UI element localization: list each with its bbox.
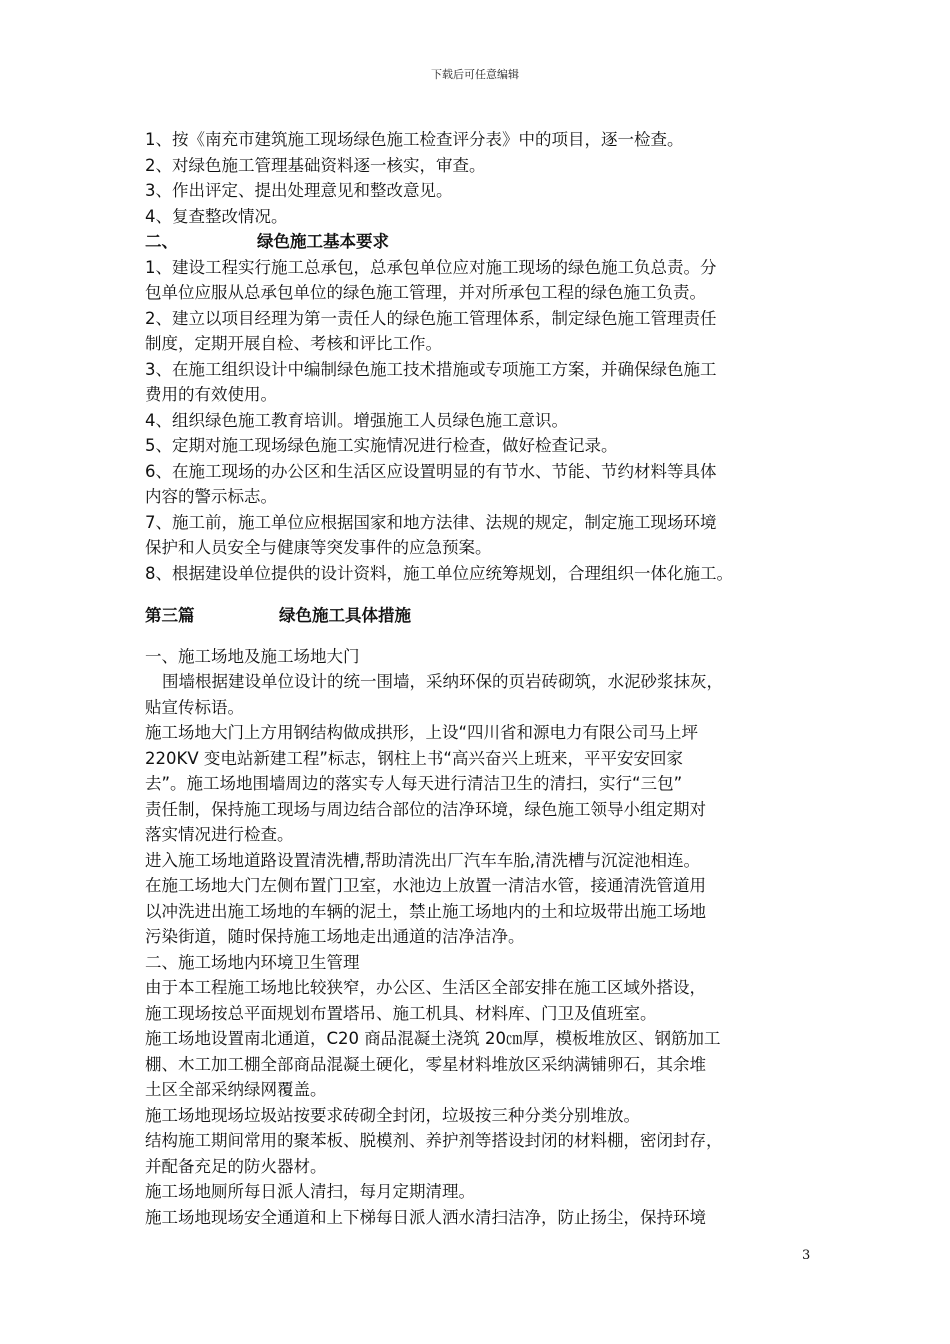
paragraph-line: 4、组织绿色施工教育培训。增强施工人员绿色施工意识。 <box>145 410 568 430</box>
paragraph-line: 2、建立以项目经理为第一责任人的绿色施工管理体系，制定绿色施工管理责任 <box>145 308 717 328</box>
paragraph-line: 施工场地厕所每日派人清扫，每月定期清理。 <box>145 1182 475 1201</box>
paragraph-line: 8、根据建设单位提供的设计资料，施工单位应统筹规划，合理组织一体化施工。 <box>145 563 733 583</box>
paragraph-line: 5、定期对施工现场绿色施工实施情况进行检查，做好检查记录。 <box>145 436 618 455</box>
paragraph-line: 施工场地现场安全通道和上下梯每日派人洒水清扫洁净，防止扬尘，保持环境 <box>145 1207 706 1227</box>
paragraph-line: 施工现场按总平面规划布置塔吊、施工机具、材料库、门卫及值班室。 <box>145 1003 657 1023</box>
paragraph-line: 棚、木工加工棚全部商品混凝土硬化，零星材料堆放区采纳满铺卵石，其余堆 <box>145 1054 706 1074</box>
part-heading <box>145 603 825 629</box>
paragraph-line: 3、在施工组织设计中编制绿色施工技术措施或专项施工方案，并确保绿色施工 <box>145 359 717 379</box>
paragraph-line: 费用的有效使用。 <box>145 385 277 404</box>
list-item: 2、对绿色施工管理基础资料逐一核实，审查。 <box>145 155 486 175</box>
list-item: 1、按《南充市建筑施工现场绿色施工检查评分表》中的项目，逐一检查。 <box>145 130 684 149</box>
paragraph-line: 以冲洗进出施工场地的车辆的泥土，禁止施工场地内的土和垃圾带出施工场地 <box>145 901 706 921</box>
paragraph-line: 施工场地现场垃圾站按要求砖砌全封闭，垃圾按三种分类分别堆放。 <box>145 1105 640 1125</box>
subsection-heading: 一、施工场地及施工场地大门 <box>145 646 360 666</box>
subsection-heading: 二、施工场地内环境卫生管理 <box>145 952 360 972</box>
section-heading <box>145 229 825 255</box>
paragraph-line: 6、在施工现场的办公区和生活区应设置明显的有节水、节能、节约材料等具体 <box>145 461 717 481</box>
paragraph-line: 1、建设工程实行施工总承包，总承包单位应对施工现场的绿色施工负总责。分 <box>145 257 717 277</box>
paragraph-line: 制度，定期开展自检、考核和评比工作。 <box>145 334 442 353</box>
paragraph-line: 由于本工程施工场地比较狭窄，办公区、生活区全部安排在施工区域外搭设， <box>145 978 706 997</box>
paragraph-line: 去”。施工场地围墙周边的落实专人每天进行清洁卫生的清扫，实行“三包” <box>145 774 683 793</box>
document-body <box>145 127 825 1230</box>
paragraph-line: 施工场地大门上方用钢结构做成拱形，上设“四川省和源电力有限公司马上坪 <box>145 723 699 742</box>
paragraph-line: 包单位应服从总承包单位的绿色施工管理，并对所承包工程的绿色施工负责。 <box>145 283 706 302</box>
paragraph-line: 污染街道，随时保持施工场地走出通道的洁净洁净。 <box>145 927 525 946</box>
paragraph-line: 保护和人员安全与健康等突发事件的应急预案。 <box>145 538 492 557</box>
part-title: 绿色施工具体措施 <box>279 606 411 625</box>
paragraph-line: 并配备充足的防火器材。 <box>145 1156 327 1176</box>
section-title: 绿色施工基本要求 <box>257 232 389 251</box>
paragraph-line: 围墙根据建设单位设计的统一围墙，采纳环保的页岩砖砌筑，水泥砂浆抹灰， <box>162 672 723 691</box>
list-item: 4、复查整改情况。 <box>145 206 288 226</box>
page-number: 3 <box>802 1248 811 1263</box>
paragraph-line: 贴宣传标语。 <box>145 697 244 717</box>
list-item: 3、作出评定、提出处理意见和整改意见。 <box>145 181 453 200</box>
paragraph-line: 落实情况进行检查。 <box>145 825 294 844</box>
part-number: 第三篇 <box>145 606 195 625</box>
paragraph-line: 进入施工场地道路设置清洗槽,帮助清洗出厂汽车车胎,清洗槽与沉淀池相连。 <box>145 850 700 870</box>
page-header: 下载后可任意编辑 <box>431 68 519 81</box>
section-number: 二、 <box>145 232 178 251</box>
paragraph-line: 7、施工前，施工单位应根据国家和地方法律、法规的规定，制定施工现场环境 <box>145 512 717 532</box>
paragraph-line: 施工场地设置南北通道，C20 商品混凝土浇筑 20㎝厚，模板堆放区、钢筋加工 <box>145 1029 721 1048</box>
paragraph-line: 结构施工期间常用的聚苯板、脱模剂、养护剂等搭设封闭的材料棚，密闭封存， <box>145 1131 723 1150</box>
paragraph-line: 土区全部采纳绿网覆盖。 <box>145 1080 327 1099</box>
paragraph-line: 责任制，保持施工现场与周边结合部位的洁净环境，绿色施工领导小组定期对 <box>145 799 706 819</box>
paragraph-line: 220KV 变电站新建工程”标志，钢柱上书“高兴奋兴上班来，平平安安回家 <box>145 748 683 768</box>
paragraph-line: 内容的警示标志。 <box>145 487 277 506</box>
paragraph-line: 在施工场地大门左侧布置门卫室，水池边上放置一清洁水管，接通清洗管道用 <box>145 876 706 895</box>
